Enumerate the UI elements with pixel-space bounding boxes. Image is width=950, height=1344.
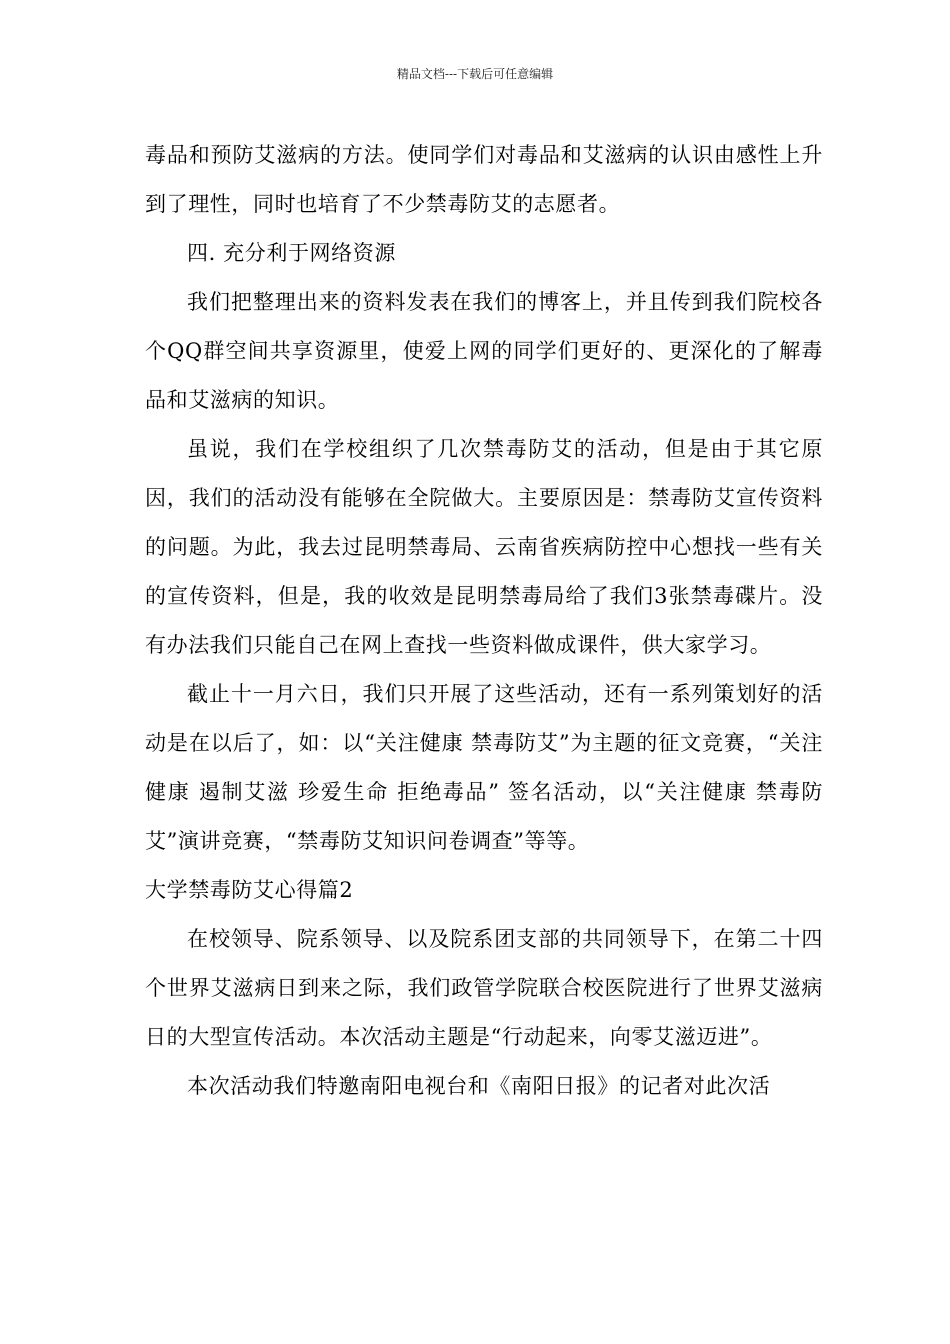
page-header: 精品文档---下载后可任意编辑 [396, 67, 554, 81]
section-title-part-2: 大学禁毒防艾心得篇2 [145, 878, 354, 902]
section-heading-network-resources: 四. 充分利于网络资源 [187, 241, 396, 265]
document-body [145, 131, 823, 1111]
paragraph-activity-limitations: 虽说，我们在学校组织了几次禁毒防艾的活动，但是由于其它原因，我们的活动没有能够在全院做大。主要原因是：禁毒防艾宣传资料的问题。为此，我去过昆明禁毒局、云南省疾病防控中心想找一些有关的宣传资料，但是，我的收效是昆明禁毒局给了我们3张禁毒碟片。没有办法我们只能自己在网上查找一些资料做成课件，供大家学习。 [145, 437, 823, 657]
paragraph-world-aids-day: 在校领导、院系领导、以及院系团支部的共同领导下，在第二十四个世界艾滋病日到来之际，我们政管学院联合校医院进行了世界艾滋病日的大型宣传活动。本次活动主题是“行动起来，向零艾滋迈进”。 [145, 927, 823, 1049]
paragraph-blog-sharing: 我们把整理出来的资料发表在我们的博客上，并且传到我们院校各个QQ群空间共享资源里，使爱上网的同学们更好的、更深化的了解毒品和艾滋病的知识。 [145, 290, 823, 412]
paragraph-drug-aids-awareness: 毒品和预防艾滋病的方法。使同学们对毒品和艾滋病的认识由感性上升到了理性，同时也培育了不少禁毒防艾的志愿者。 [145, 143, 823, 216]
paragraph-planned-activities: 截止十一月六日，我们只开展了这些活动，还有一系列策划好的活动是在以后了，如：以“关注健康 禁毒防艾”为主题的征文竞赛，“关注健康 遏制艾滋 珍爱生命 拒绝毒品” 签名活动，以“关注健康 禁毒防艾”演讲竞赛，“禁毒防艾知识问卷调查”等等。 [145, 682, 823, 853]
paragraph-media-invitation: 本次活动我们特邀南阳电视台和《南阳日报》的记者对此次活 [187, 1074, 771, 1098]
